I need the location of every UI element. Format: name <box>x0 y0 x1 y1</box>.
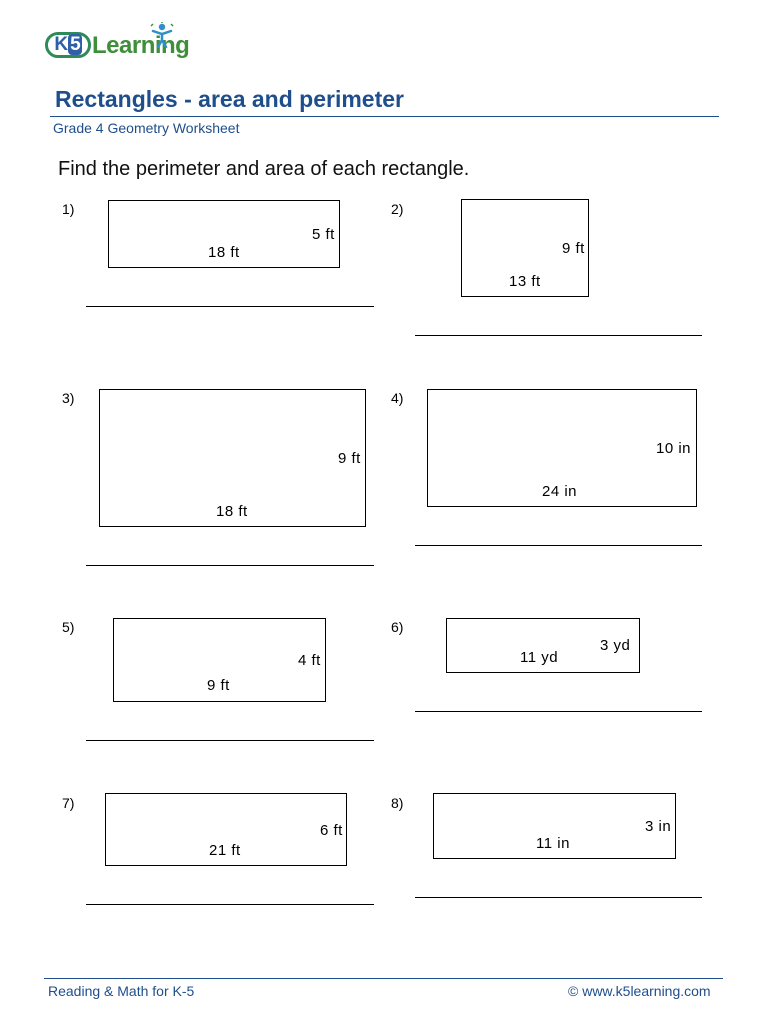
problem-number: 6) <box>391 619 404 635</box>
worksheet-title: Rectangles - area and perimeter <box>55 86 404 112</box>
rectangle-width-label: 3 in <box>645 818 672 835</box>
answer-line[interactable] <box>415 711 702 712</box>
worksheet-subtitle: Grade 4 Geometry Worksheet <box>53 120 240 136</box>
problem-number: 7) <box>62 795 75 811</box>
rectangle-width-label: 5 ft <box>312 226 335 243</box>
rectangle-length-label: 21 ft <box>209 842 241 859</box>
rectangle-length-label: 24 in <box>542 483 578 500</box>
problem-number: 4) <box>391 390 404 406</box>
problem-number: 2) <box>391 201 404 217</box>
logo-k5-badge <box>45 32 91 58</box>
instructions: Find the perimeter and area of each rectangle. <box>58 158 470 180</box>
rectangle-length-label: 13 ft <box>509 273 541 290</box>
rectangle-width-label: 4 ft <box>298 652 321 669</box>
rectangle-width-label: 9 ft <box>562 240 585 257</box>
logo-5-digit: 5 <box>70 34 80 55</box>
footer-website-link[interactable]: © www.k5learning.com <box>568 983 711 999</box>
problem-number: 5) <box>62 619 75 635</box>
answer-line[interactable] <box>86 904 374 905</box>
rectangle-length-label: 11 yd <box>520 649 559 666</box>
problem-number: 1) <box>62 201 75 217</box>
rectangle-width-label: 10 in <box>656 440 692 457</box>
footer-divider <box>44 978 723 979</box>
answer-line[interactable] <box>86 565 374 566</box>
rectangle-length-label: 9 ft <box>207 677 230 694</box>
header-divider <box>50 116 719 117</box>
answer-line[interactable] <box>415 335 702 336</box>
rectangle-width-label: 6 ft <box>320 822 343 839</box>
problem-number: 3) <box>62 390 75 406</box>
footer-tagline: Reading & Math for K-5 <box>48 983 195 999</box>
answer-line[interactable] <box>415 897 702 898</box>
k5-learning-logo <box>45 22 205 68</box>
logo-figure-icon <box>149 22 175 48</box>
problem-number: 8) <box>391 795 404 811</box>
answer-line[interactable] <box>415 545 702 546</box>
logo-wordmark: Learning <box>92 32 190 59</box>
rectangle-length-label: 11 in <box>536 835 570 852</box>
rectangle-length-label: 18 ft <box>208 244 240 261</box>
rectangle-width-label: 3 yd <box>600 637 631 654</box>
rectangle-length-label: 18 ft <box>216 503 248 520</box>
answer-line[interactable] <box>86 740 374 741</box>
logo-k-letter: K <box>54 34 68 55</box>
rectangle-width-label: 9 ft <box>338 450 361 467</box>
answer-line[interactable] <box>86 306 374 307</box>
